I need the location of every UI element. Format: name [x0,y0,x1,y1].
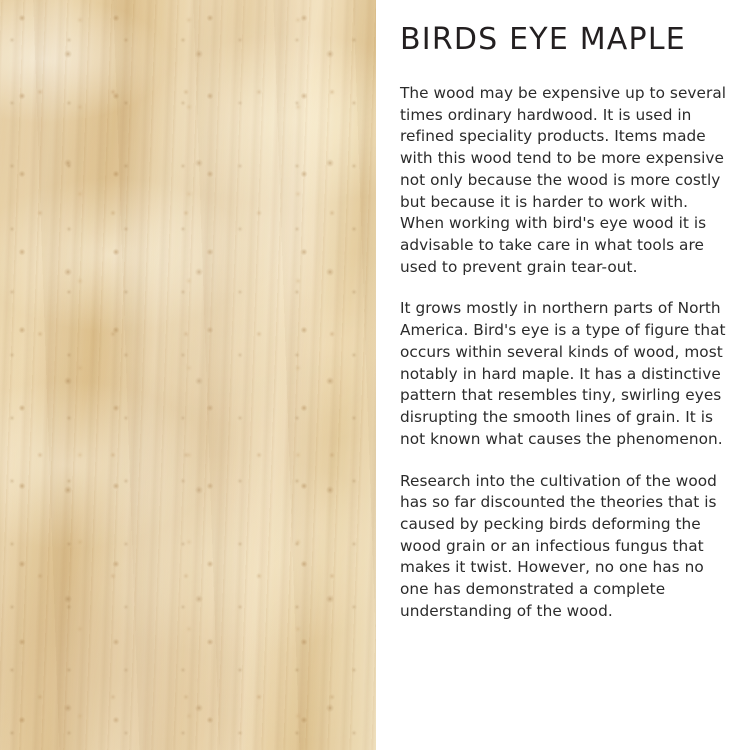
paragraph-1: The wood may be expensive up to several times ordinary hardwood. It is used in refined speciality products. Items made with this wood tend to be more expensive not only because the wood is more costly but because it is harder to work with. When working with bird's eye wood it is advisable to take care in what tools are used to prevent grain tear-out. [400,84,727,276]
paragraph-3: Research into the cultivation of the wood has so far discounted the theories that is caused by pecking birds deforming the wood grain or an infectious fungus that makes it twist. However, no one has no one has demonstrated a complete understanding of the wood. [400,471,717,620]
description-body [400,83,732,623]
page-title: BIRDS EYE MAPLE [400,22,686,57]
description-panel [376,0,750,750]
paragraph-2: It grows mostly in northern parts of North America. Bird's eye is a type of figure that occurs within several kinds of wood, most notably in hard maple. It has a distinctive pattern that resembles tiny, swirling eyes disrupting the smooth lines of grain. It is not known what causes the phenomenon. [400,299,726,448]
